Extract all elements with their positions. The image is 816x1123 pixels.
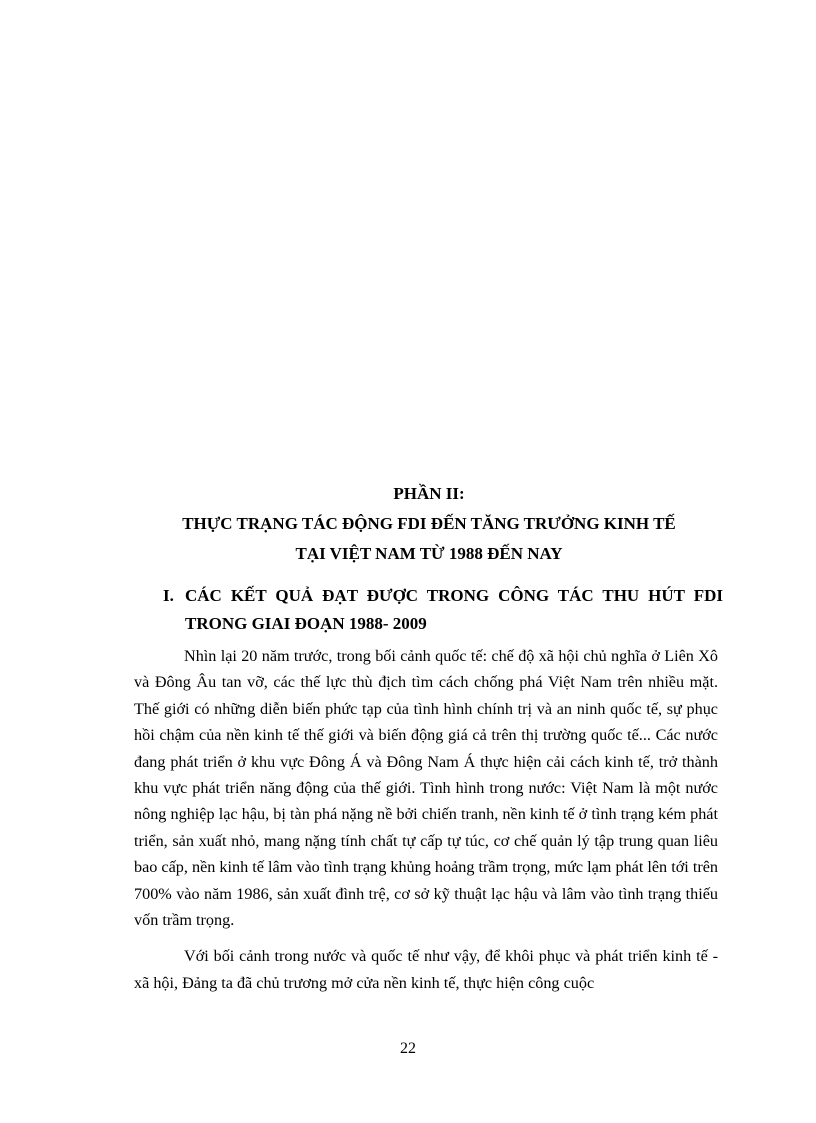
section-title-line-1: CÁC KẾT QUẢ ĐẠT ĐƯỢC TRONG CÔNG TÁC THU HÚT FDI (185, 586, 723, 605)
chapter-heading (134, 479, 724, 569)
section-title-line-2: TRONG GIAI ĐOẠN 1988- 2009 (185, 614, 427, 633)
body-text (134, 643, 718, 996)
page-number: 22 (400, 1040, 416, 1057)
paragraph-2: Với bối cảnh trong nước và quốc tế như vậy, để khôi phục và phát triển kinh tế - xã hội, Đảng ta đã chủ trương mở cửa nền kinh tế, thực hiện công cuộc (134, 947, 718, 992)
section-heading (163, 582, 723, 638)
chapter-title-line-1: THỰC TRẠNG TÁC ĐỘNG FDI ĐẾN TĂNG TRƯỞNG KINH TẾ (182, 514, 676, 533)
section-number: I. (163, 586, 174, 605)
chapter-title-line-2: TẠI VIỆT NAM TỪ 1988 ĐẾN NAY (295, 544, 563, 563)
paragraph-1: Nhìn lại 20 năm trước, trong bối cảnh quốc tế: chế độ xã hội chủ nghĩa ở Liên Xô và Đông Âu tan vỡ, các thế lực thù địch tìm cách chống phá Việt Nam trên nhiều mặt. Thế giới có những diễn biến phức tạp của tình hình chính trị và an ninh quốc tế, sự phục hồi chậm của nền kinh tế thế giới và biến động giá cả trên thị trường quốc tế... Các nước đang phát triển ở khu vực Đông Á và Đông Nam Á thực hiện cải cách kinh tế, trở thành khu vực phát triển năng động của thế giới. Tình hình trong nước: Việt Nam là một nước nông nghiệp lạc hậu, bị tàn phá nặng nề bởi chiến tranh, nền kinh tế ở tình trạng kém phát triển, sản xuất nhỏ, mang nặng tính chất tự cấp tự túc, cơ chế quản lý tập trung quan liêu bao cấp, nền kinh tế lâm vào tình trạng khủng hoảng trầm trọng, mức lạm phát lên tới trên 700% vào năm 1986, sản xuất đình trệ, cơ sở kỹ thuật lạc hậu và lâm vào tình trạng thiếu vốn trầm trọng. (134, 647, 718, 930)
part-label: PHẦN II: (393, 484, 465, 503)
